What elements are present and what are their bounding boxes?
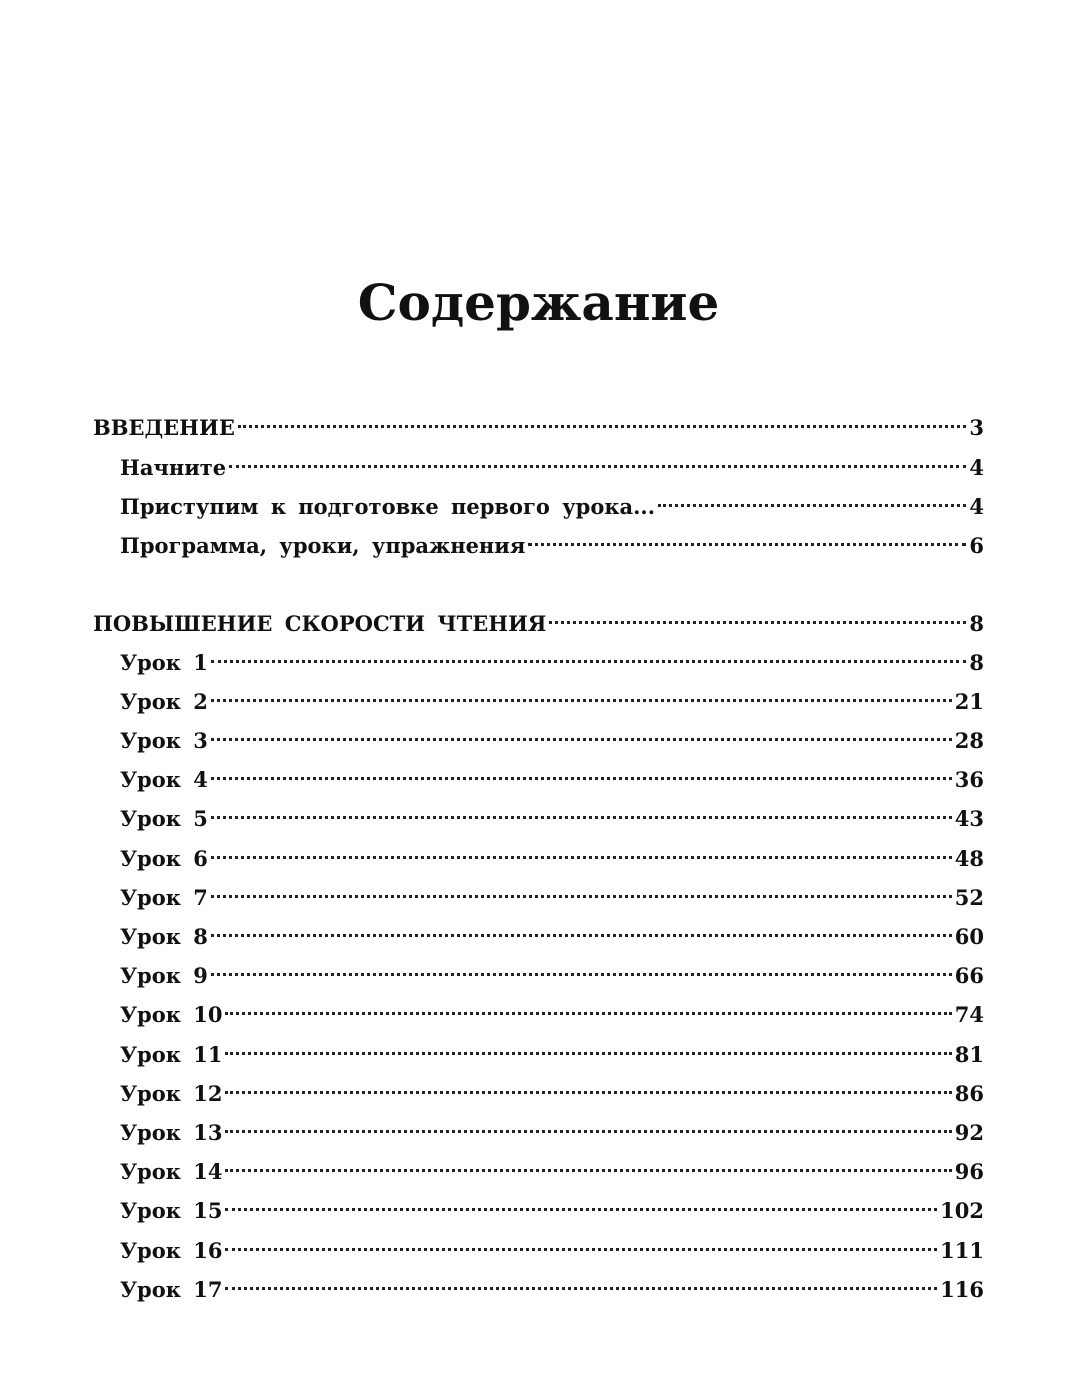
- dot-leader: [225, 1032, 951, 1062]
- toc-item-label: Урок 14: [120, 1159, 223, 1184]
- dot-leader: [225, 992, 951, 1022]
- toc-page-number: 3: [969, 415, 984, 440]
- toc-item-label: Урок 12: [120, 1081, 223, 1106]
- toc-page-number: 86: [954, 1081, 984, 1106]
- toc-item[interactable]: [120, 1188, 984, 1223]
- toc-page-number: 66: [954, 963, 984, 988]
- toc-item-label: Начните: [120, 455, 227, 480]
- toc-item[interactable]: [120, 875, 984, 910]
- toc-section-reading-speed[interactable]: [93, 601, 984, 636]
- toc-item[interactable]: [120, 757, 984, 792]
- toc-page-number: 4: [969, 494, 984, 519]
- toc-item[interactable]: [120, 1071, 984, 1106]
- toc-item-label: Урок 10: [120, 1002, 223, 1027]
- toc-item[interactable]: [120, 523, 984, 558]
- toc-page-number: 52: [954, 885, 984, 910]
- dot-leader: [211, 796, 952, 826]
- dot-leader: [225, 1110, 951, 1140]
- toc-section-intro[interactable]: [93, 405, 984, 440]
- toc-item-label: Урок 1: [120, 650, 208, 675]
- toc-page-number: 96: [954, 1159, 984, 1184]
- dot-leader: [225, 1071, 951, 1101]
- toc-item[interactable]: [120, 992, 984, 1027]
- dot-leader: [211, 875, 952, 905]
- dot-leader: [528, 523, 966, 553]
- toc-item[interactable]: [120, 953, 984, 988]
- dot-leader: [225, 1228, 937, 1258]
- toc-item[interactable]: [120, 445, 984, 480]
- toc-page-number: 74: [954, 1002, 984, 1027]
- toc-item-label: Урок 7: [120, 885, 208, 910]
- toc-item[interactable]: [120, 1267, 984, 1302]
- toc-page-number: 81: [954, 1042, 984, 1067]
- toc-item[interactable]: [120, 1032, 984, 1067]
- toc-item-label: Урок 9: [120, 963, 208, 988]
- toc-item-label: Урок 13: [120, 1120, 223, 1145]
- dot-leader: [549, 601, 966, 631]
- dot-leader: [211, 718, 952, 748]
- toc-page-number: 8: [969, 650, 984, 675]
- dot-leader: [211, 914, 952, 944]
- toc-section-label: ВВЕДЕНИЕ: [93, 415, 235, 440]
- toc-page-number: 21: [954, 689, 984, 714]
- toc-page-number: 92: [954, 1120, 984, 1145]
- toc-page-number: 4: [969, 455, 984, 480]
- toc-item[interactable]: [120, 1149, 984, 1184]
- toc-item[interactable]: [120, 1228, 984, 1263]
- dot-leader: [211, 679, 952, 709]
- dot-leader: [229, 445, 966, 475]
- toc-page-number: 6: [969, 533, 984, 558]
- dot-leader: [225, 1188, 937, 1218]
- toc-item[interactable]: [120, 484, 984, 519]
- dot-leader: [211, 953, 952, 983]
- toc-item[interactable]: [120, 796, 984, 831]
- page-title: Содержание: [357, 273, 720, 332]
- toc-item-label: Урок 17: [120, 1277, 223, 1302]
- toc-item-label: Урок 5: [120, 806, 208, 831]
- toc-item[interactable]: [120, 1110, 984, 1145]
- toc-item-label: Урок 6: [120, 846, 208, 871]
- toc-item-label: Урок 15: [120, 1198, 223, 1223]
- toc-page-number: 116: [940, 1277, 984, 1302]
- toc-item-label: Урок 3: [120, 728, 208, 753]
- dot-leader: [211, 640, 967, 670]
- toc-item[interactable]: [120, 836, 984, 871]
- dot-leader: [211, 836, 952, 866]
- toc-page-number: 43: [954, 806, 984, 831]
- toc-page-number: 111: [940, 1238, 984, 1263]
- toc-item[interactable]: [120, 718, 984, 753]
- dot-leader: [225, 1149, 951, 1179]
- dot-leader: [211, 757, 952, 787]
- toc-item-label: Программа, уроки, упражнения: [120, 533, 526, 558]
- toc-page-number: 102: [940, 1198, 984, 1223]
- toc-item[interactable]: [120, 914, 984, 949]
- toc-item-label: Урок 4: [120, 767, 208, 792]
- toc-page-number: 48: [954, 846, 984, 871]
- toc-page-number: 8: [969, 611, 984, 636]
- toc-item[interactable]: [120, 640, 984, 675]
- toc-page-number: 36: [954, 767, 984, 792]
- toc-item-label: Урок 8: [120, 924, 208, 949]
- toc-item[interactable]: [120, 679, 984, 714]
- dot-leader: [225, 1267, 937, 1297]
- toc-item-label: Урок 16: [120, 1238, 223, 1263]
- toc-item-label: Урок 11: [120, 1042, 223, 1067]
- toc-item-label: Приступим к подготовке первого урока...: [120, 494, 656, 519]
- toc-section-label: ПОВЫШЕНИЕ СКОРОСТИ ЧТЕНИЯ: [93, 611, 547, 636]
- toc-page-number: 28: [954, 728, 984, 753]
- toc-page-number: 60: [954, 924, 984, 949]
- dot-leader: [658, 484, 966, 514]
- toc-item-label: Урок 2: [120, 689, 208, 714]
- dot-leader: [238, 405, 967, 435]
